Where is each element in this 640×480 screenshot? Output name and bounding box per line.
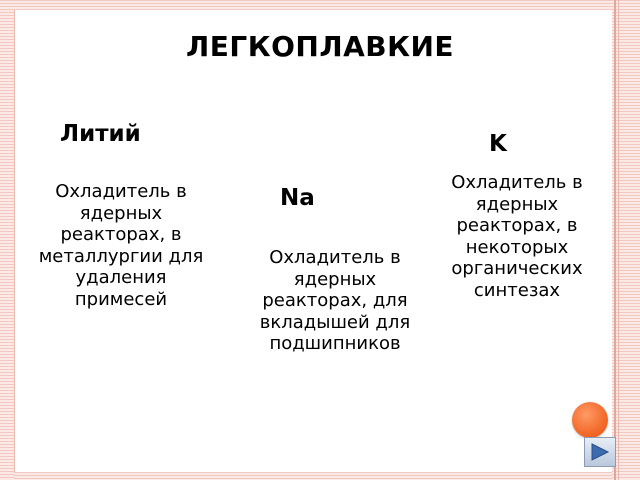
slide-border-rule-thin: [618, 0, 619, 480]
slide-border-bottom: [14, 472, 612, 480]
decorative-circle-icon: [572, 402, 608, 438]
slide-border-rule: [614, 0, 616, 480]
slide-border-top: [14, 0, 612, 10]
sodium-description: Охладитель в ядерных реакторах, для вкладышей для подшипников: [259, 247, 411, 354]
lithium-description: Охладитель в ядерных реакторах, в металлургии для удаления примесей: [38, 181, 204, 310]
potassium-description: Охладитель в ядерных реакторах, в некоторых органических синтезах: [451, 172, 583, 301]
next-slide-button[interactable]: [584, 437, 616, 467]
lithium-heading: Литий: [60, 121, 141, 147]
slide-title: ЛЕГКОПЛАВКИЕ: [185, 30, 455, 63]
slide-border-left: [0, 0, 15, 480]
potassium-heading: K: [489, 131, 507, 157]
sodium-heading: Na: [280, 185, 315, 211]
slide-border-right: [612, 0, 640, 480]
play-triangle-icon: [590, 443, 610, 461]
